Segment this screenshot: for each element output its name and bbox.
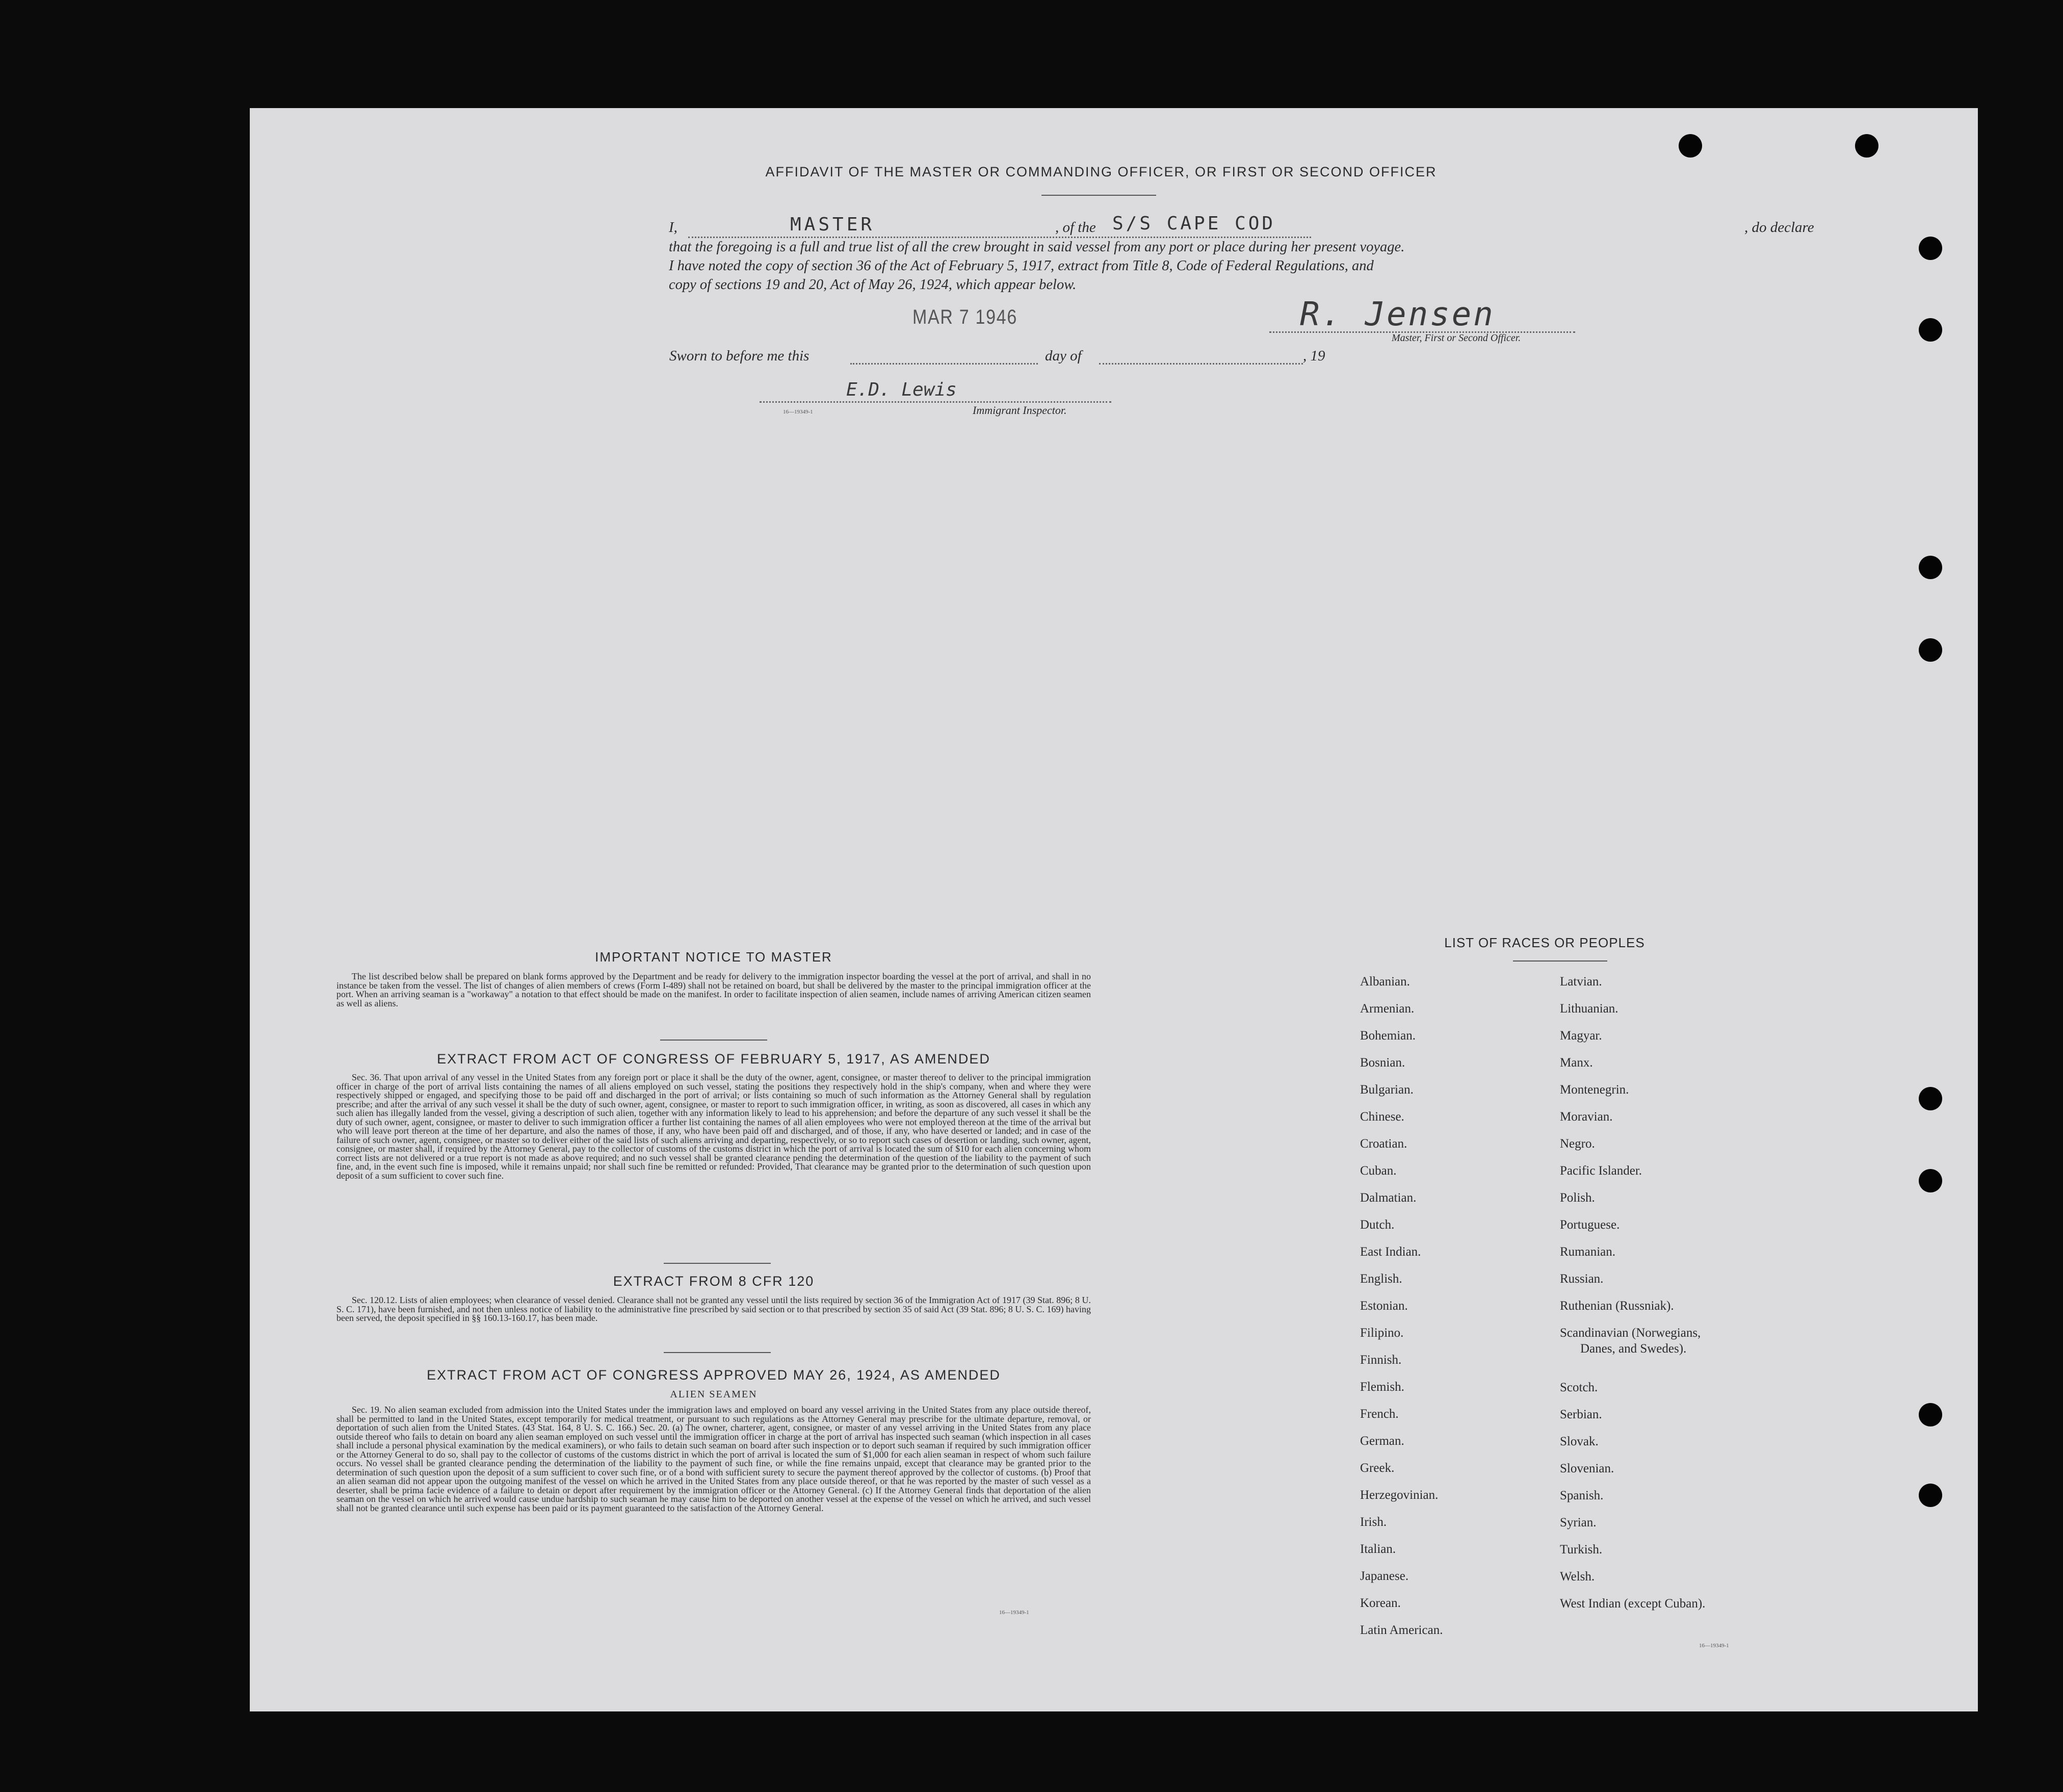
race-item: Dalmatian. [1360, 1191, 1417, 1205]
race-item: Moravian. [1560, 1110, 1613, 1124]
extract-cfr-title: EXTRACT FROM 8 CFR 120 [613, 1274, 815, 1289]
race-item: Korean. [1360, 1596, 1401, 1610]
punch-hole [1855, 134, 1878, 158]
race-item-continuation: Danes, and Swedes). [1580, 1342, 1687, 1356]
rank-handwritten: MASTER [790, 214, 875, 235]
race-item: Estonian. [1360, 1299, 1408, 1313]
affidavit-line-4: copy of sections 19 and 20, Act of May 26, 1924, which appear below. [669, 277, 1077, 293]
race-item: West Indian (except Cuban). [1560, 1597, 1706, 1611]
race-item: Herzegovinian. [1360, 1488, 1439, 1502]
punch-hole [1919, 638, 1942, 662]
punch-hole [1919, 1087, 1942, 1110]
race-item: Portuguese. [1560, 1218, 1620, 1232]
race-item: Scotch. [1560, 1381, 1598, 1394]
punch-hole [1679, 134, 1702, 158]
year-prefix: , 19 [1303, 348, 1325, 364]
rank-line [688, 237, 1311, 238]
divider [1041, 195, 1156, 196]
race-item: Chinese. [1360, 1110, 1404, 1124]
sworn-day-line [850, 363, 1038, 365]
race-item: German. [1360, 1434, 1404, 1448]
race-item: East Indian. [1360, 1245, 1421, 1259]
punch-hole [1919, 1403, 1942, 1426]
race-item: Armenian. [1360, 1002, 1415, 1016]
punch-hole [1919, 1484, 1942, 1507]
document-sheet [250, 108, 1978, 1711]
race-item: Greek. [1360, 1461, 1395, 1475]
race-item: Filipino. [1360, 1326, 1404, 1340]
race-item: Albanian. [1360, 975, 1410, 989]
inspector-caption: Immigrant Inspector. [973, 404, 1067, 417]
race-item: Japanese. [1360, 1569, 1409, 1583]
race-item: Russian. [1560, 1272, 1604, 1286]
form-number: 16—19349-1 [1699, 1643, 1729, 1649]
race-item: Flemish. [1360, 1380, 1404, 1394]
race-item: Polish. [1560, 1191, 1595, 1205]
races-title: LIST OF RACES OR PEOPLES [1444, 935, 1645, 950]
master-signature: R. Jensen [1300, 296, 1495, 333]
extract-1924-title: EXTRACT FROM ACT OF CONGRESS APPROVED MAY 26, 1924, AS AMENDED [427, 1367, 1001, 1383]
race-item: Syrian. [1560, 1516, 1597, 1529]
affidavit-line-3: I have noted the copy of section 36 of the Act of February 5, 1917, extract from Title 8, Code of Federal Regulations, and [669, 258, 1374, 274]
race-item: Cuban. [1360, 1164, 1397, 1178]
punch-hole [1919, 1169, 1942, 1192]
punch-hole [1919, 556, 1942, 579]
do-declare-text: , do declare [1744, 219, 1814, 236]
divider [660, 1040, 767, 1041]
race-item: Ruthenian (Russniak). [1560, 1299, 1674, 1313]
race-item: Bosnian. [1360, 1056, 1405, 1070]
race-item: Montenegrin. [1560, 1083, 1629, 1097]
race-item: Pacific Islander. [1560, 1164, 1642, 1178]
sworn-month-line [1099, 363, 1303, 365]
notice-title: IMPORTANT NOTICE TO MASTER [595, 949, 832, 965]
day-of-text: day of [1045, 348, 1082, 364]
punch-hole [1919, 237, 1942, 260]
race-item: Bohemian. [1360, 1029, 1416, 1043]
race-item: Turkish. [1560, 1543, 1603, 1556]
race-item: Croatian. [1360, 1137, 1407, 1151]
race-item: Latin American. [1360, 1623, 1443, 1637]
inspector-signature: E.D. Lewis [846, 379, 957, 400]
extract-1924-subtitle: ALIEN SEAMEN [670, 1389, 758, 1400]
race-item: Rumanian. [1560, 1245, 1616, 1259]
divider [1513, 960, 1607, 962]
vessel-handwritten: S/S CAPE COD [1112, 213, 1276, 234]
of-the-text: , of the [1055, 219, 1098, 236]
race-item: Latvian. [1560, 975, 1602, 989]
race-item: Welsh. [1560, 1570, 1595, 1583]
affidavit-pronoun: I, [669, 219, 677, 236]
race-item: Bulgarian. [1360, 1083, 1414, 1097]
race-item: Lithuanian. [1560, 1002, 1618, 1016]
extract-cfr-text: Sec. 120.12. Lists of alien employees; when clearance of vessel denied. Clearance shall not be granted any vessel until the lists required by section 36 of the Immigration Act of 1917 (39 Stat. 896; 8 U. S. C. 171), have been furnished, and not then unless notice of liability to the administrative fine prescribed by said section or to that prescribed by section 35 of said Act (39 Stat. 896; 8 U. S. C. 169) having been served, the deposit specified in §§ 160.13-160.17, has been made. [336, 1295, 1091, 1323]
race-item: Slovenian. [1560, 1462, 1614, 1475]
affidavit-line-2: that the foregoing is a full and true list of all the crew brought in said vessel from any port or place during her present voyage. [669, 239, 1405, 255]
race-item: Serbian. [1560, 1408, 1602, 1421]
date-stamp: MAR 7 1946 [912, 306, 1017, 328]
race-item: Spanish. [1560, 1489, 1604, 1502]
form-number: 16—19349-1 [999, 1609, 1029, 1616]
divider [664, 1352, 771, 1353]
sworn-text: Sworn to before me this [669, 348, 809, 364]
race-item: Irish. [1360, 1515, 1387, 1529]
race-item: Finnish. [1360, 1353, 1402, 1367]
race-item: Italian. [1360, 1542, 1396, 1556]
extract-1917-text: Sec. 36. That upon arrival of any vessel in the United States from any foreign port or place it shall be the duty of the owner, agent, consignee, or master thereof to deliver to the principal immigration officer in charge of the port of arrival lists containing the names of all aliens employed on such vessel, stating the positions they respectively hold in the ship's company, when and where they were respectively shipped or engaged, and specifying those to be paid off and discharged in the port of arrival; or lists containing so much of such information as the Attorney General shall by regulation prescribe; and after the arrival of any such vessel it shall be the duty of such owner, agent, consignee, or master to report to such immigration officer, in writing, as soon as discovered, all cases in which any such alien has illegally landed from the vessel, giving a description of such alien, together with any information likely to lead to his apprehension; and before the departure of any such vessel it shall be the duty of such owner, agent, consignee, or master to deliver to such immigration officer a further list containing the names of all alien employees who were not employed thereon at the time of the arrival but who will leave port thereon at the time of her departure, and also the names of those, if any, who have been paid off and discharged, and of those, if any, who have deserted or landed; and in case of the failure of such owner, agent, consignee, or master so to deliver either of the said lists of such aliens arriving and departing, respectively, or so to report such cases of desertion or landing, such owner, agent, consignee, or master shall, if required by the Attorney General, pay to the collector of customs of the customs district in which the port of arrival is located the sum of $10 for each alien concerning whom correct lists are not delivered or a true report is not made as above required; and no such vessel shall be granted clearance pending the determination of the question of the liability to the payment of such fine, and, in the event such fine is imposed, while it remains unpaid; nor shall such fine be remitted or refunded: Provided, That clearance may be granted prior to the determination of such question upon deposit of a sum sufficient to cover such fine. [336, 1072, 1091, 1181]
race-item: Manx. [1560, 1056, 1593, 1070]
punch-hole [1919, 318, 1942, 342]
race-item: Scandinavian (Norwegians, [1560, 1326, 1701, 1340]
extract-1924-text: Sec. 19. No alien seaman excluded from admission into the United States under the immigration laws and employed on board any vessel arriving in the United States from any place outside thereof, shall be permitted to land in the United States, except temporarily for medical treatment, or pursuant to such regulations as the Attorney General may prescribe for the ultimate departure, removal, or deportation of such alien from the United States. (43 Stat. 164, 8 U. S. C. 166.) Sec. 20. (a) The owner, charterer, agent, consignee, or master of any vessel arriving in the United States from any place outside thereof who fails to detain on board any alien seaman employed on such vessel until the immigration officer in charge at the port of arrival has inspected such seaman (which inspection in all cases shall include a personal physical examination by the medical examiners), or who fails to detain such seaman on board after such inspection or to deport such seaman if required by such immigration officer or the Attorney General to do so, shall pay to the collector of customs of the customs district in which the port of arrival is located the sum of $1,000 for each alien seaman in respect of whom such failure occurs. No vessel shall be granted clearance pending the determination of the liability to the payment of such fine, or while the fine remains unpaid, except that clearance may be granted prior to the determination of such question upon the deposit of a sum sufficient to cover such fine, or of a bond with sufficient surety to secure the payment thereof approved by the collector of customs. (b) Proof that an alien seaman did not appear upon the outgoing manifest of the vessel on which he arrived in the United States from any place outside thereof, or that he was reported by the master of such vessel as a deserter, shall be prima facie evidence of a failure to detain or deport after requirement by the immigration officer or the Attorney General. (c) If the Attorney General finds that deportation of the alien seaman on the vessel on which he arrived would cause undue hardship to such seaman he may cause him to be deported on another vessel at the expense of the vessel on which he arrived, and such vessel shall not be granted clearance until such expense has been paid or its payment guaranteed to the satisfaction of the Attorney General. [336, 1405, 1091, 1513]
form-number: 16—19349-1 [783, 409, 813, 415]
inspector-line [760, 401, 1111, 403]
extract-1917-title: EXTRACT FROM ACT OF CONGRESS OF FEBRUARY 5, 1917, AS AMENDED [437, 1051, 990, 1067]
race-item: English. [1360, 1272, 1402, 1286]
race-item: Negro. [1560, 1137, 1595, 1151]
race-item: Slovak. [1560, 1435, 1599, 1448]
divider [664, 1263, 771, 1264]
notice-text: The list described below shall be prepared on blank forms approved by the Department and be ready for delivery to the immigration inspector boarding the vessel at the port of arrival, and shall in no instance be taken from the vessel. The list of changes of alien members of crews (Form I-489) shall not be retained on board, but shall be delivered by the master to the principal immigration officer at the port. When an arriving seaman is a "workaway" a notation to that effect should be made on the manifest. In order to facilitate inspection of alien seamen, include names of arriving American citizen seamen as well as aliens. [336, 971, 1091, 1008]
affidavit-title: AFFIDAVIT OF THE MASTER OR COMMANDING OFFICER, OR FIRST OR SECOND OFFICER [765, 164, 1437, 179]
race-item: Magyar. [1560, 1029, 1602, 1043]
race-item: Dutch. [1360, 1218, 1395, 1232]
master-caption: Master, First or Second Officer. [1392, 332, 1521, 344]
race-item: French. [1360, 1407, 1399, 1421]
